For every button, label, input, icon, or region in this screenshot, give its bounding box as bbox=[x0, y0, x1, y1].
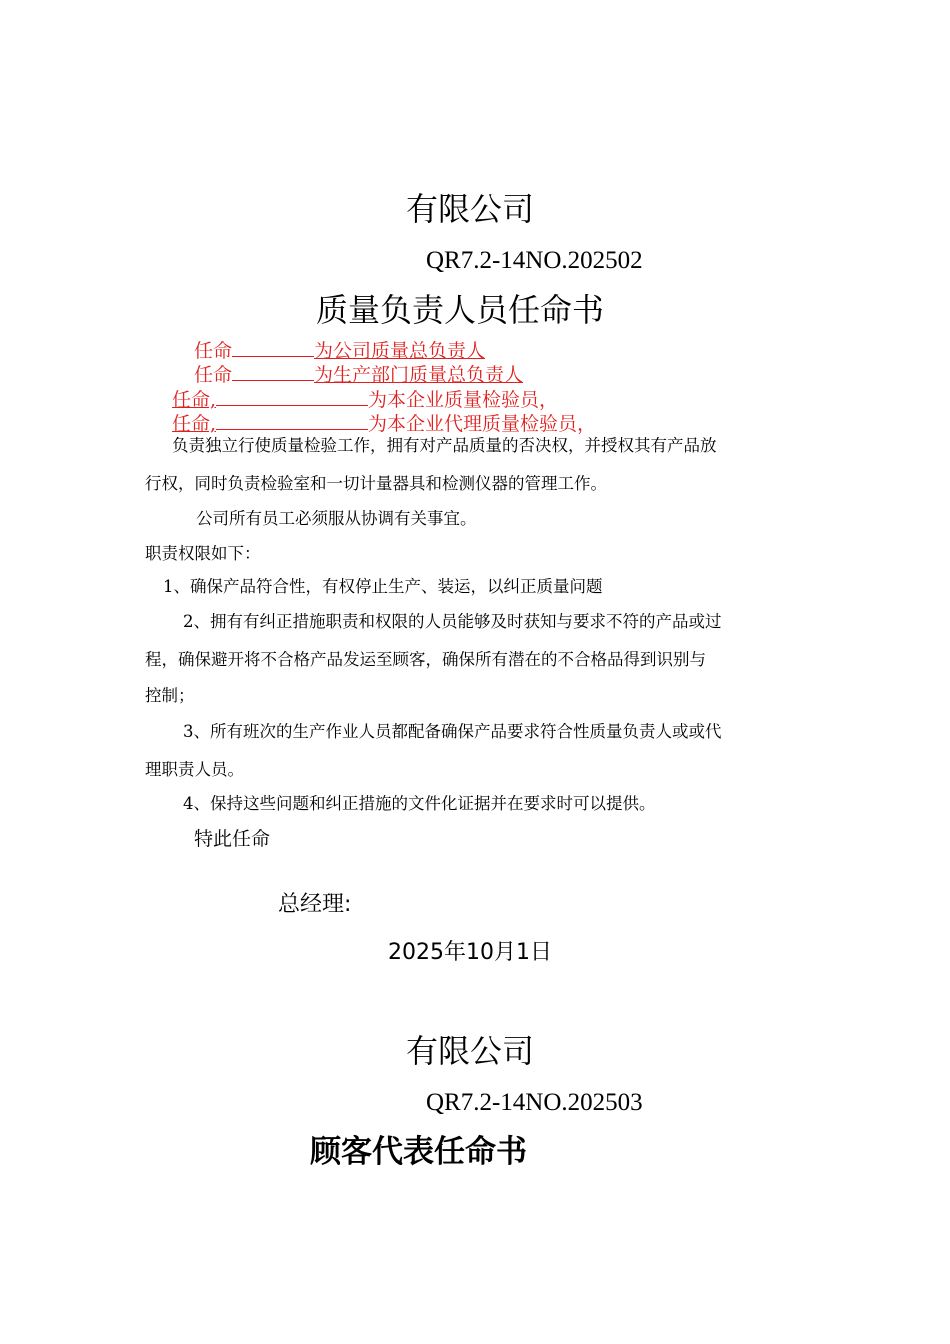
appointment-line-4 bbox=[172, 411, 596, 434]
appointment-duty: 为本企业代理质量检验员， bbox=[368, 413, 597, 435]
company-name: 有限公司 bbox=[406, 190, 535, 228]
document-number: QR7.2-14NO.202503 bbox=[426, 1089, 643, 1116]
appointment-duty: 为本企业质量检验员， bbox=[368, 389, 559, 411]
duty-item-1: 1、确保产品符合性，有权停止生产、装运，以纠正质量问题 bbox=[163, 577, 603, 596]
document-title: 质量负责人员任命书 bbox=[316, 291, 605, 329]
appointment-duty: 为生产部门质量总负责人 bbox=[314, 364, 524, 386]
appointment-line-1 bbox=[194, 338, 485, 361]
appointee-blank[interactable] bbox=[232, 362, 314, 381]
duty-item-3-line: 理职责人员。 bbox=[145, 760, 244, 779]
closing-text: 特此任命 bbox=[194, 828, 271, 850]
duty-item-4: 4、保持这些问题和纠正措施的文件化证据并在要求时可以提供。 bbox=[183, 794, 656, 813]
duty-item-3-line: 3、所有班次的生产作业人员都配备确保产品要求符合性质量负责人或或代 bbox=[183, 722, 722, 741]
paragraph-line: 负责独立行使质量检验工作，拥有对产品质量的否决权，并授权其有产品放 bbox=[172, 436, 717, 455]
paragraph-line: 行权，同时负责检验室和一切计量器具和检测仪器的管理工作。 bbox=[145, 474, 607, 493]
appointment-line-2 bbox=[194, 362, 523, 385]
signer-label: 总经理: bbox=[278, 892, 352, 917]
appointment-prefix: 任命 bbox=[194, 340, 233, 362]
document-number: QR7.2-14NO.202502 bbox=[426, 247, 643, 274]
appointee-blank[interactable] bbox=[216, 387, 368, 406]
appointment-line-3 bbox=[172, 387, 558, 410]
duty-item-2-line: 2、拥有有纠正措施职责和权限的人员能够及时获知与要求不符的产品或过 bbox=[183, 612, 722, 631]
appointment-prefix: 任命 bbox=[194, 364, 233, 386]
duty-item-2-line: 控制； bbox=[145, 686, 195, 705]
appointee-blank[interactable] bbox=[216, 411, 368, 430]
document-title: 顾客代表任命书 bbox=[310, 1134, 527, 1170]
company-name: 有限公司 bbox=[406, 1032, 535, 1070]
appointee-blank[interactable] bbox=[232, 338, 314, 357]
signature-date: 2025年10月1日 bbox=[388, 940, 552, 965]
paragraph-line: 公司所有员工必须服从协调有关事宜。 bbox=[196, 509, 477, 528]
appointment-prefix: 任命, bbox=[172, 413, 217, 435]
duties-heading: 职责权限如下： bbox=[145, 544, 261, 563]
duty-item-2-line: 程，确保避开将不合格产品发运至顾客，确保所有潜在的不合格品得到识别与 bbox=[145, 650, 706, 669]
appointment-prefix: 任命, bbox=[172, 389, 217, 411]
appointment-duty: 为公司质量总负责人 bbox=[314, 340, 486, 362]
